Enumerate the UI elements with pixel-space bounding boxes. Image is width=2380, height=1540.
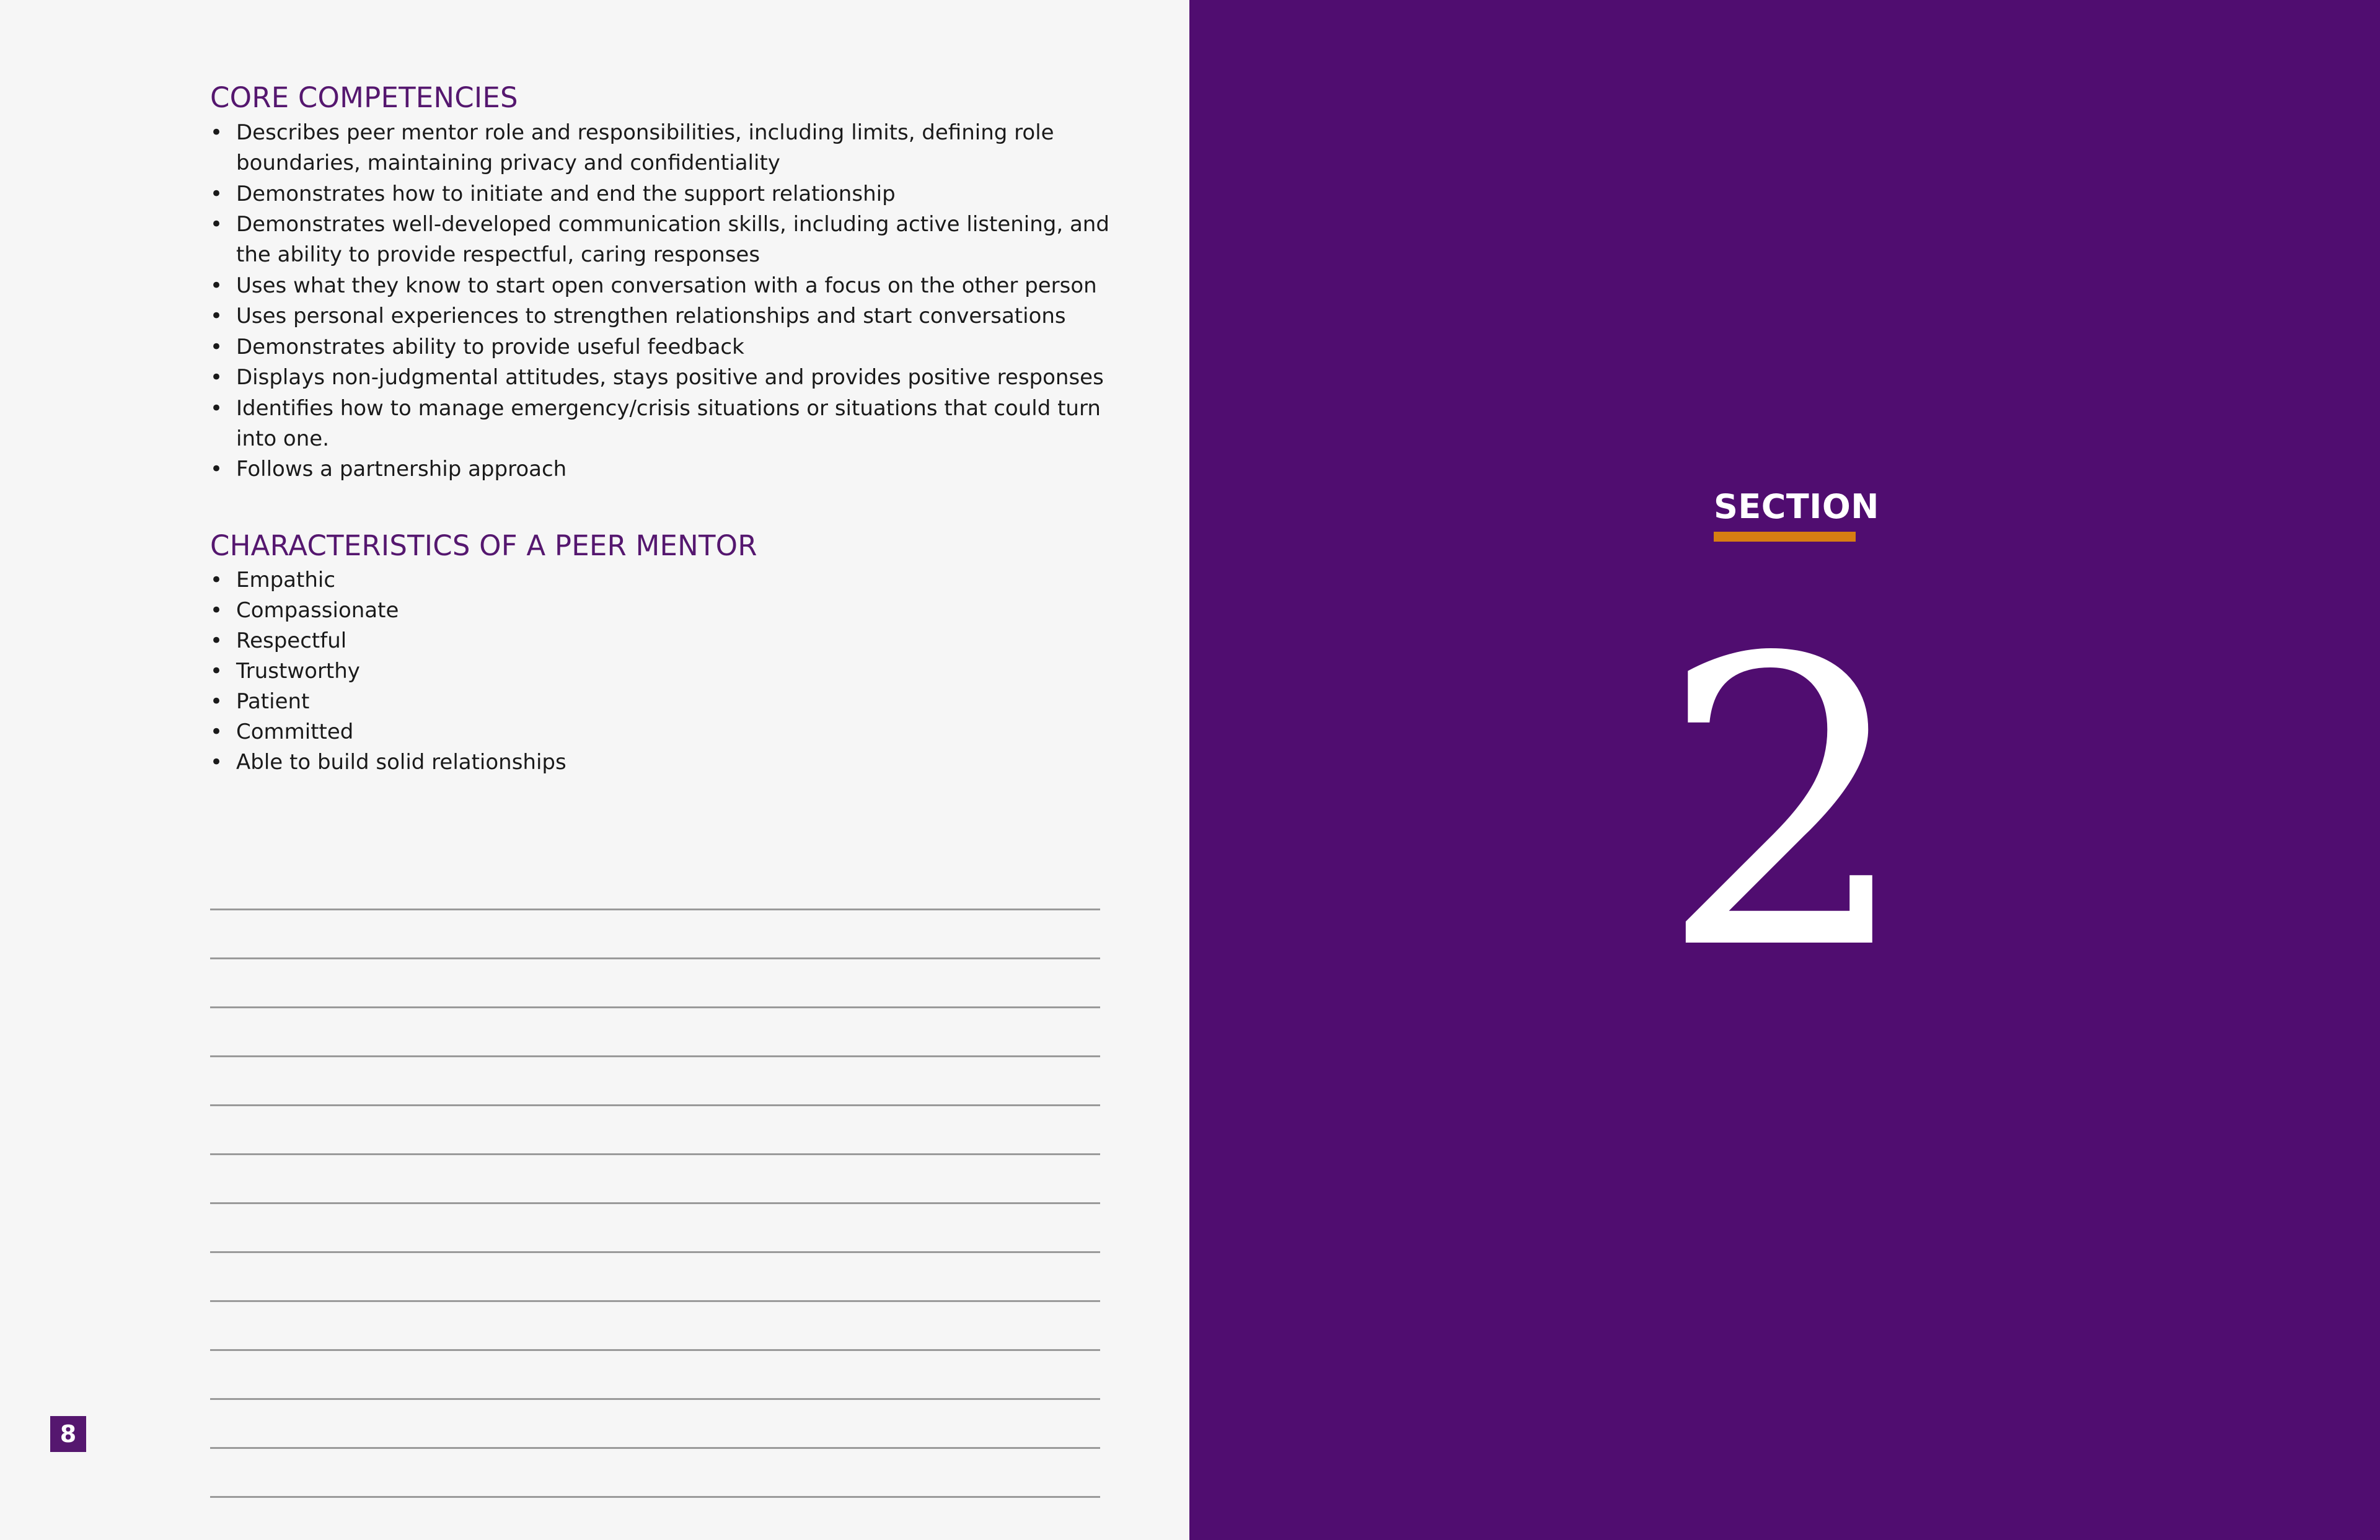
list-item-text: Respectful <box>236 628 347 653</box>
bullet-icon: • <box>210 304 223 328</box>
characteristics-heading: CHARACTERISTICS OF A PEER MENTOR <box>210 529 757 562</box>
notes-line <box>210 861 1100 910</box>
notes-line <box>210 959 1100 1008</box>
section-label-underline <box>1714 532 1856 542</box>
list-item <box>210 363 1115 393</box>
list-item <box>210 717 1115 747</box>
bullet-icon: • <box>210 719 223 744</box>
bullet-icon: • <box>210 212 223 237</box>
left-page <box>0 0 1189 1540</box>
bullet-icon: • <box>210 457 223 482</box>
list-item <box>210 565 1115 596</box>
list-item <box>210 301 1115 332</box>
bullet-icon: • <box>210 334 223 359</box>
list-item-text: Demonstrates how to initiate and end the support relationship <box>236 181 896 206</box>
list-item <box>210 394 1115 454</box>
list-item-text: Identifies how to manage emergency/crisis situations or situations that could turn into one. <box>236 395 1101 451</box>
notes-line <box>210 1057 1100 1106</box>
page-number-badge: 8 <box>50 1416 86 1452</box>
section-number: 2 <box>1659 574 1911 1036</box>
list-item-text: Demonstrates ability to provide useful feedback <box>236 334 744 359</box>
list-item <box>210 332 1115 363</box>
core-competencies-list <box>210 118 1115 485</box>
list-item-text: Describes peer mentor role and responsibilities, including limits, defining role boundaries, maintaining privacy and confidentiality <box>236 120 1054 175</box>
bullet-icon: • <box>210 568 223 592</box>
bullet-icon: • <box>210 750 223 775</box>
characteristics-list <box>210 565 1115 778</box>
list-item-text: Able to build solid relationships <box>236 750 566 775</box>
bullet-icon: • <box>210 181 223 206</box>
bullet-icon: • <box>210 598 223 623</box>
bullet-icon: • <box>210 628 223 653</box>
notes-line <box>210 1106 1100 1155</box>
bullet-icon: • <box>210 395 223 421</box>
notes-line <box>210 1449 1100 1498</box>
bullet-icon: • <box>210 120 223 145</box>
notes-line <box>210 1155 1100 1204</box>
list-item-text: Trustworthy <box>236 659 360 684</box>
notes-writing-lines <box>210 861 1100 1498</box>
list-item <box>210 656 1115 687</box>
core-competencies-heading: CORE COMPETENCIES <box>210 81 518 114</box>
bullet-icon: • <box>210 273 223 298</box>
list-item-text: Demonstrates well-developed communication skills, including active listening, and the ability to provide respectful, caring responses <box>236 212 1109 267</box>
notes-line <box>210 1400 1100 1449</box>
list-item <box>210 454 1115 485</box>
list-item <box>210 596 1115 626</box>
list-item-text: Empathic <box>236 568 336 592</box>
list-item <box>210 687 1115 717</box>
list-item <box>210 179 1115 209</box>
notes-line <box>210 910 1100 959</box>
bullet-icon: • <box>210 365 223 390</box>
list-item <box>210 271 1115 301</box>
list-item <box>210 209 1115 270</box>
bullet-icon: • <box>210 659 223 684</box>
list-item-text: Uses what they know to start open conversation with a focus on the other person <box>236 273 1097 298</box>
list-item-text: Compassionate <box>236 598 399 623</box>
list-item-text: Follows a partnership approach <box>236 457 567 482</box>
list-item <box>210 747 1115 778</box>
list-item-text: Committed <box>236 719 354 744</box>
list-item-text: Patient <box>236 689 310 714</box>
notes-line <box>210 1204 1100 1253</box>
section-label: SECTION <box>1714 487 1879 526</box>
list-item <box>210 118 1115 178</box>
notes-line <box>210 1253 1100 1302</box>
list-item-text: Displays non-judgmental attitudes, stays positive and provides positive responses <box>236 365 1104 390</box>
notes-line <box>210 1302 1100 1351</box>
list-item-text: Uses personal experiences to strengthen relationships and start conversations <box>236 304 1066 328</box>
bullet-icon: • <box>210 689 223 714</box>
list-item <box>210 626 1115 656</box>
notes-line <box>210 1351 1100 1400</box>
notes-line <box>210 1008 1100 1057</box>
